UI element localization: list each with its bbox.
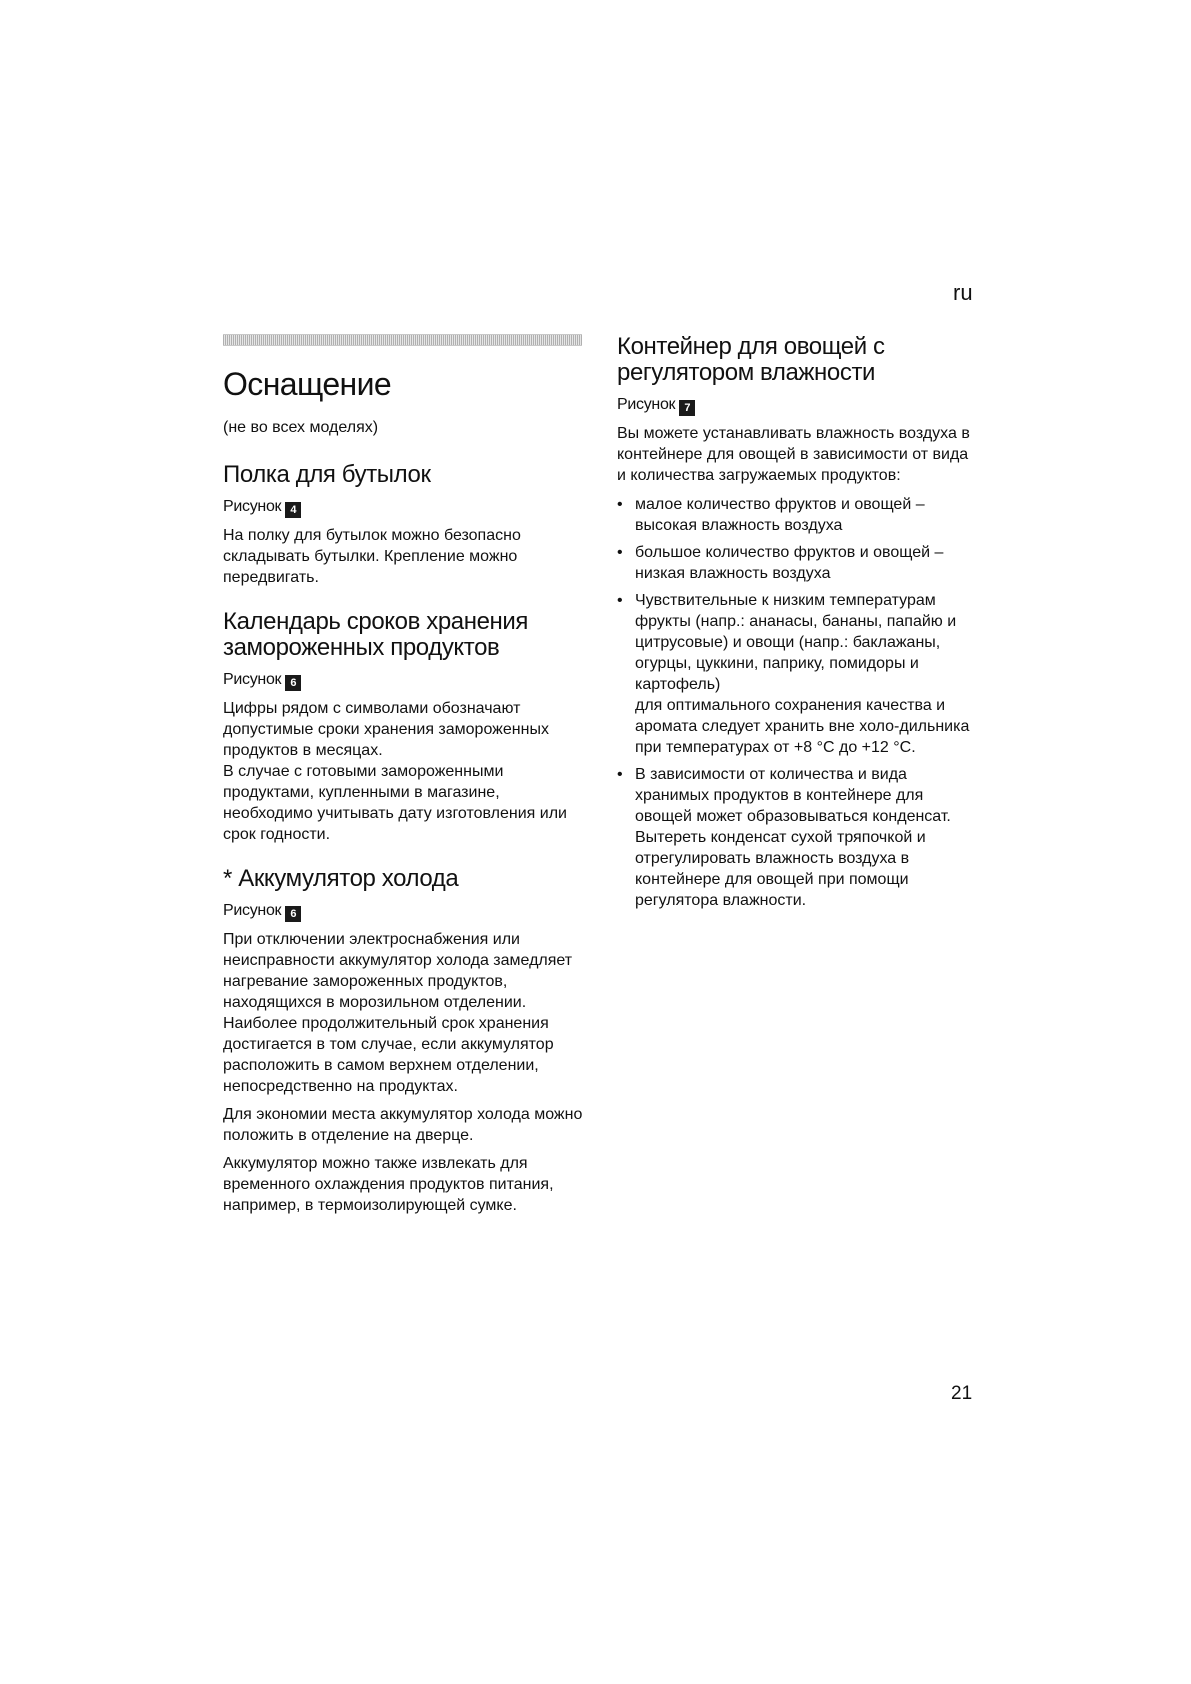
paragraph: Цифры рядом с символами обозначают допустимые сроки хранения замороженных продуктов в месяцах. В случае с готовыми замороженными продуктами, купленными в магазине, необходимо учитывать дату изготовления или срок годности. [223,700,567,844]
figure-number-badge: 4 [285,502,301,518]
paragraph: На полку для бутылок можно безопасно складывать бутылки. Крепление можно передвигать. [223,527,521,587]
figure-label: Рисунок [617,396,676,413]
section-freeze-calendar [223,609,583,845]
section-heading: Полка для бутылок [223,461,431,489]
language-code: ru [953,280,973,305]
list-item: • Чувствительные к низким температурам фрукты (напр.: ананасы, бананы, папайю и цитрусовые) и овощи (напр.: баклажаны, огурцы, цуккини, паприку, помидоры и картофель) для оптимального сохранения качества и аромата следует хранить вне холо-дильника при температурах от +8 °C до +12 °C. [617,590,977,758]
humidity-bullet-list [617,494,977,911]
list-item: • малое количество фруктов и овощей – высокая влажность воздуха [617,494,977,536]
figure-number-badge: 7 [679,400,695,416]
section-heading: * Аккумулятор холода [223,865,459,893]
figure-reference [223,496,583,518]
figure-label: Рисунок [223,498,282,516]
figure-label: Рисунок [223,671,282,689]
section-heading: Контейнер для овощей с регулятором влажности [617,333,885,386]
figure-number-badge: 6 [285,675,301,691]
section-divider-rule [223,334,582,346]
left-column [223,334,583,1237]
page-title: Оснащение [223,366,392,402]
section-bottle-shelf [223,462,583,588]
list-item: • большое количество фруктов и овощей – низкая влажность воздуха [617,542,977,584]
page-number: 21 [951,1383,973,1404]
paragraph: Для экономии места аккумулятор холода можно положить в отделение на дверце. [223,1106,583,1145]
right-column [617,334,977,917]
section-cold-accumulator [223,866,583,1216]
list-item: • В зависимости от количества и вида хранимых продуктов в контейнере для овощей может образовываться конденсат. Вытереть конденсат сухой тряпочкой и отрегулировать влажность воздуха в контейнере для овощей при помощи регулятора влажности. [617,764,977,911]
models-note: (не во всех моделях) [223,419,379,437]
paragraph: При отключении электроснабжения или неисправности аккумулятор холода замедляет нагревание замороженных продуктов, находящихся в морозильном отделении. Наиболее продолжительный срок хранения достигается в том случае, если аккумулятор расположить в самом верхнем отделении, непосредственно на продуктах. [223,931,573,1096]
figure-reference [223,900,583,922]
section-heading: Календарь сроков хранения замороженных продуктов [223,608,528,662]
figure-number-badge: 6 [285,906,301,922]
figure-reference [223,669,583,691]
paragraph: Аккумулятор можно также извлекать для временного охлаждения продуктов питания, например, в термоизолирующей сумке. [223,1155,554,1215]
paragraph: Вы можете устанавливать влажность воздуха в контейнере для овощей в зависимости от вида и количества загружаемых продуктов: [617,425,970,484]
figure-label: Рисунок [223,902,282,920]
figure-reference [617,394,977,416]
